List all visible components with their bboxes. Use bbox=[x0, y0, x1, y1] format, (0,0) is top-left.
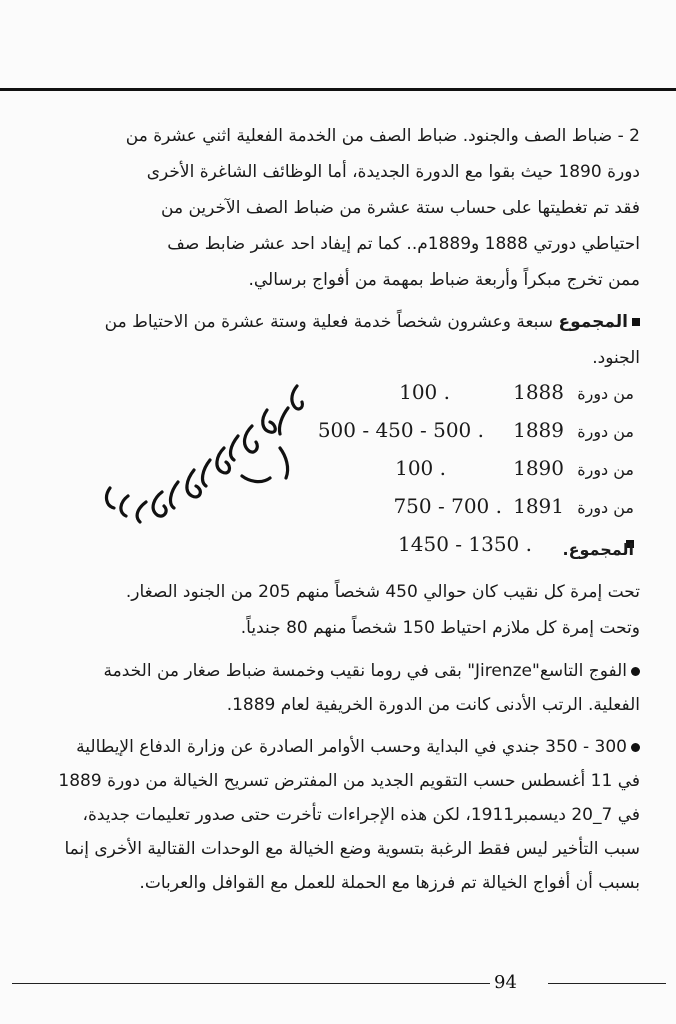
paragraph-line: في 7_20 ديسمبر1911، لكن هذه الإجراءات تأخرت حتى صدور تعليمات جديدة، bbox=[82, 805, 640, 825]
row-value: 100 . bbox=[395, 456, 446, 480]
row-label: من دورة bbox=[577, 422, 634, 441]
total-label: المجموع bbox=[558, 312, 628, 332]
total-paragraph bbox=[34, 304, 640, 340]
paragraph-line: احتياطي دورتي 1888 و1889م.. كما تم إيفاد احد عشر ضابط صف bbox=[167, 234, 640, 254]
table-total-row: المجموع. 1450 - 1350 . bbox=[398, 532, 634, 559]
paragraph-line: الفوج التاسع"Jirenze" بقى في روما نقيب وخمسة ضباط صغار من الخدمة bbox=[34, 654, 640, 688]
total-row-value: 1450 - 1350 . bbox=[398, 532, 532, 556]
row-year: 1890 bbox=[513, 456, 564, 480]
row-value: 750 - 700 . bbox=[393, 494, 502, 518]
paragraph-line: الجنود. bbox=[592, 348, 640, 368]
paragraph-line: 300 - 350 جندي في البداية وحسب الأوامر الصادرة عن وزارة الدفاع الإيطالية bbox=[34, 730, 640, 764]
paragraph-line: وتحت إمرة كل ملازم احتياط 150 شخصاً منهم 80 جندياً. bbox=[240, 618, 640, 638]
row-label: من دورة bbox=[577, 384, 634, 403]
footer-rule-left bbox=[12, 983, 490, 984]
paragraph-line: بسبب أن أفواج الخيالة تم فرزها مع الحملة للعمل مع القوافل والعربات. bbox=[139, 873, 640, 893]
paragraph-line: ممن تخرج مبكراً وأربعة ضباط بمهمة من أفواج برسالي. bbox=[248, 270, 640, 290]
row-year: 1889 bbox=[513, 418, 564, 442]
row-value: 500 - 450 - 500 . bbox=[317, 418, 484, 442]
round-bullet-icon bbox=[631, 743, 640, 752]
row-year: 1888 bbox=[513, 380, 564, 404]
paragraph-line: الفعلية. الرتب الأدنى كانت من الدورة الخريفية لعام 1889. bbox=[226, 695, 640, 715]
row-label: من دورة bbox=[577, 498, 634, 517]
paragraph-text: سبعة وعشرون شخصاً خدمة فعلية وستة عشرة من الاحتياط من bbox=[104, 312, 554, 332]
paragraph-line: 2 - ضباط الصف والجنود. ضباط الصف من الخدمة الفعلية اثني عشرة من bbox=[125, 126, 640, 146]
top-rule bbox=[0, 88, 676, 91]
paragraph-line: دورة 1890 حيث بقوا مع الدورة الجديدة، أما الوظائف الشاغرة الأخرى bbox=[146, 162, 640, 182]
paragraph-line: فقد تم تغطيتها على حساب ستة عشرة من ضباط الصف الآخرين من bbox=[161, 198, 640, 218]
page-number: 94 bbox=[494, 972, 517, 993]
paragraph-line: سبب التأخير ليس فقط الرغبة بتسوية وضع الخيالة مع الوحدات القتالية الأخرى إنما bbox=[64, 839, 640, 859]
row-value: 100 . bbox=[399, 380, 450, 404]
row-label: من دورة bbox=[577, 460, 634, 479]
row-year: 1891 bbox=[513, 494, 564, 518]
paragraph-line: في 11 أغسطس حسب التقويم الجديد من المفترض تسريح الخيالة من دورة 1889 bbox=[58, 771, 640, 791]
square-bullet-icon bbox=[632, 318, 640, 326]
round-bullet-icon bbox=[631, 667, 640, 676]
paragraph-line: تحت إمرة كل نقيب كان حوالي 450 شخصاً منهم 205 من الجنود الصغار. bbox=[125, 582, 640, 602]
handwritten-signature bbox=[92, 378, 322, 528]
footer-rule-right bbox=[548, 983, 666, 984]
